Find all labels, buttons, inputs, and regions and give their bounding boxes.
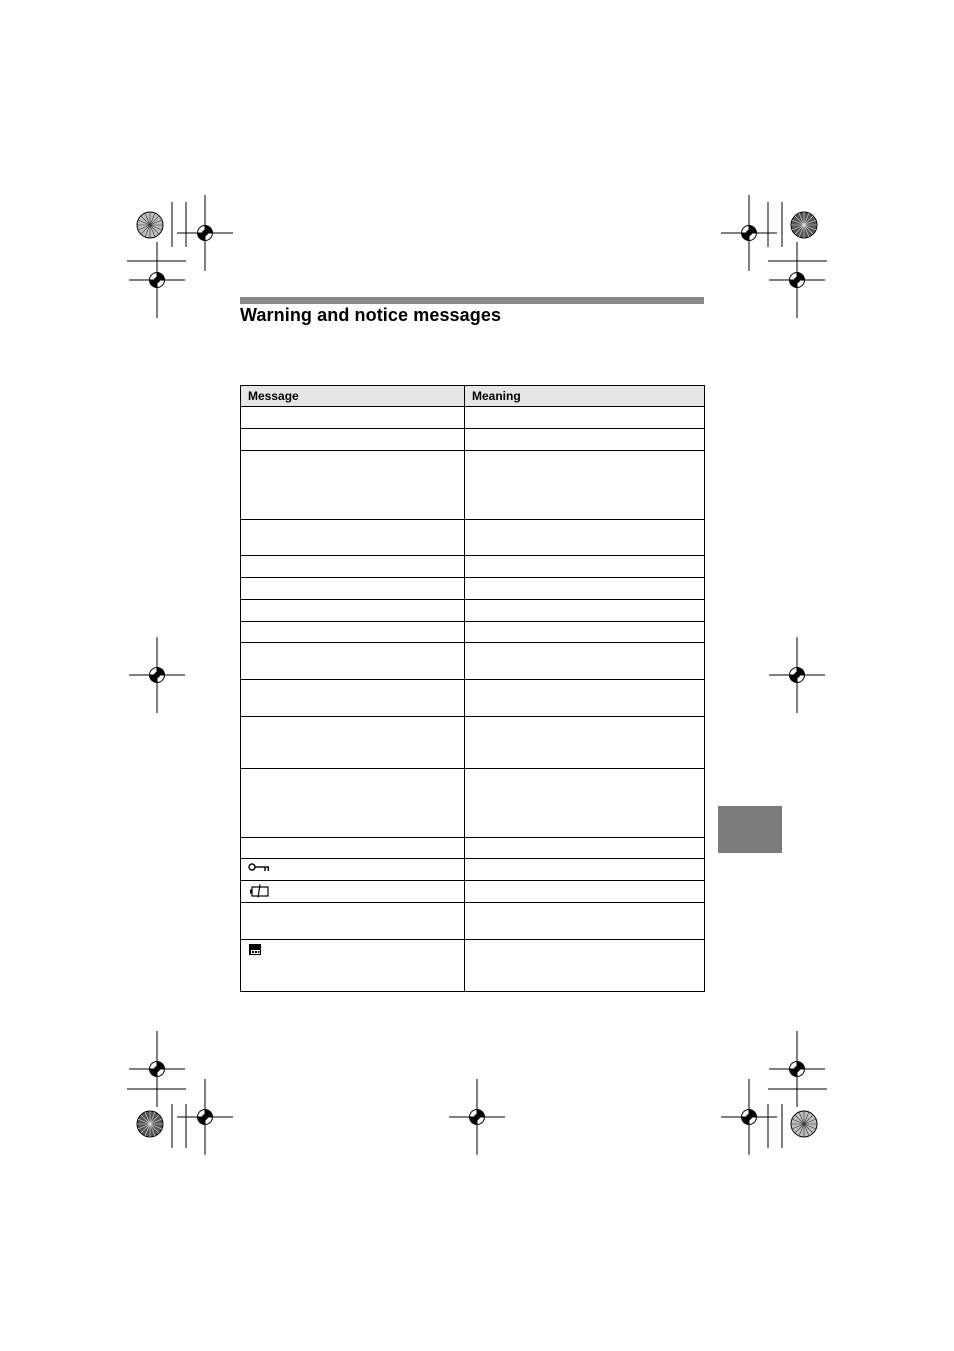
message-cell (241, 903, 465, 940)
messages-table (240, 385, 705, 992)
meaning-cell (465, 717, 705, 769)
key-protect-icon (248, 862, 272, 874)
table-row (241, 881, 705, 903)
message-cell (241, 680, 465, 717)
message-cell (241, 859, 465, 881)
table-header-row (241, 386, 705, 407)
meaning-cell (465, 838, 705, 859)
message-cell (241, 643, 465, 680)
message-cell (241, 578, 465, 600)
meaning-cell (465, 622, 705, 643)
message-cell (241, 451, 465, 520)
message-cell (241, 940, 465, 992)
meaning-cell (465, 451, 705, 520)
table-row (241, 859, 705, 881)
meaning-cell (465, 940, 705, 992)
chapter-tab (718, 806, 782, 853)
page-title: Warning and notice messages (240, 305, 502, 325)
table-row (241, 451, 705, 520)
table-row (241, 556, 705, 578)
meaning-cell (465, 556, 705, 578)
table-row (241, 622, 705, 643)
table-row (241, 717, 705, 769)
meaning-cell (465, 903, 705, 940)
table-row (241, 600, 705, 622)
message-cell (241, 407, 465, 429)
meaning-cell (465, 429, 705, 451)
meaning-cell (465, 600, 705, 622)
table-row (241, 578, 705, 600)
meaning-cell (465, 769, 705, 838)
message-cell (241, 556, 465, 578)
meaning-cell (465, 643, 705, 680)
title-rule (240, 297, 704, 304)
meaning-cell (465, 881, 705, 903)
battery-tilted-icon (248, 884, 272, 898)
message-cell (241, 520, 465, 556)
message-cell (241, 600, 465, 622)
meaning-cell (465, 407, 705, 429)
table-row (241, 769, 705, 838)
table-row (241, 838, 705, 859)
meaning-cell (465, 680, 705, 717)
table-row (241, 680, 705, 717)
message-cell (241, 622, 465, 643)
meaning-cell (465, 859, 705, 881)
table-row (241, 643, 705, 680)
table-row (241, 429, 705, 451)
message-cell (241, 769, 465, 838)
message-cell (241, 429, 465, 451)
memory-card-icon (248, 943, 264, 957)
message-cell (241, 838, 465, 859)
message-cell (241, 717, 465, 769)
table-row (241, 903, 705, 940)
meaning-cell (465, 578, 705, 600)
message-cell (241, 881, 465, 903)
header-message: Message (241, 386, 465, 407)
header-meaning: Meaning (465, 386, 705, 407)
table-row (241, 940, 705, 992)
table-row (241, 520, 705, 556)
table-row (241, 407, 705, 429)
meaning-cell (465, 520, 705, 556)
